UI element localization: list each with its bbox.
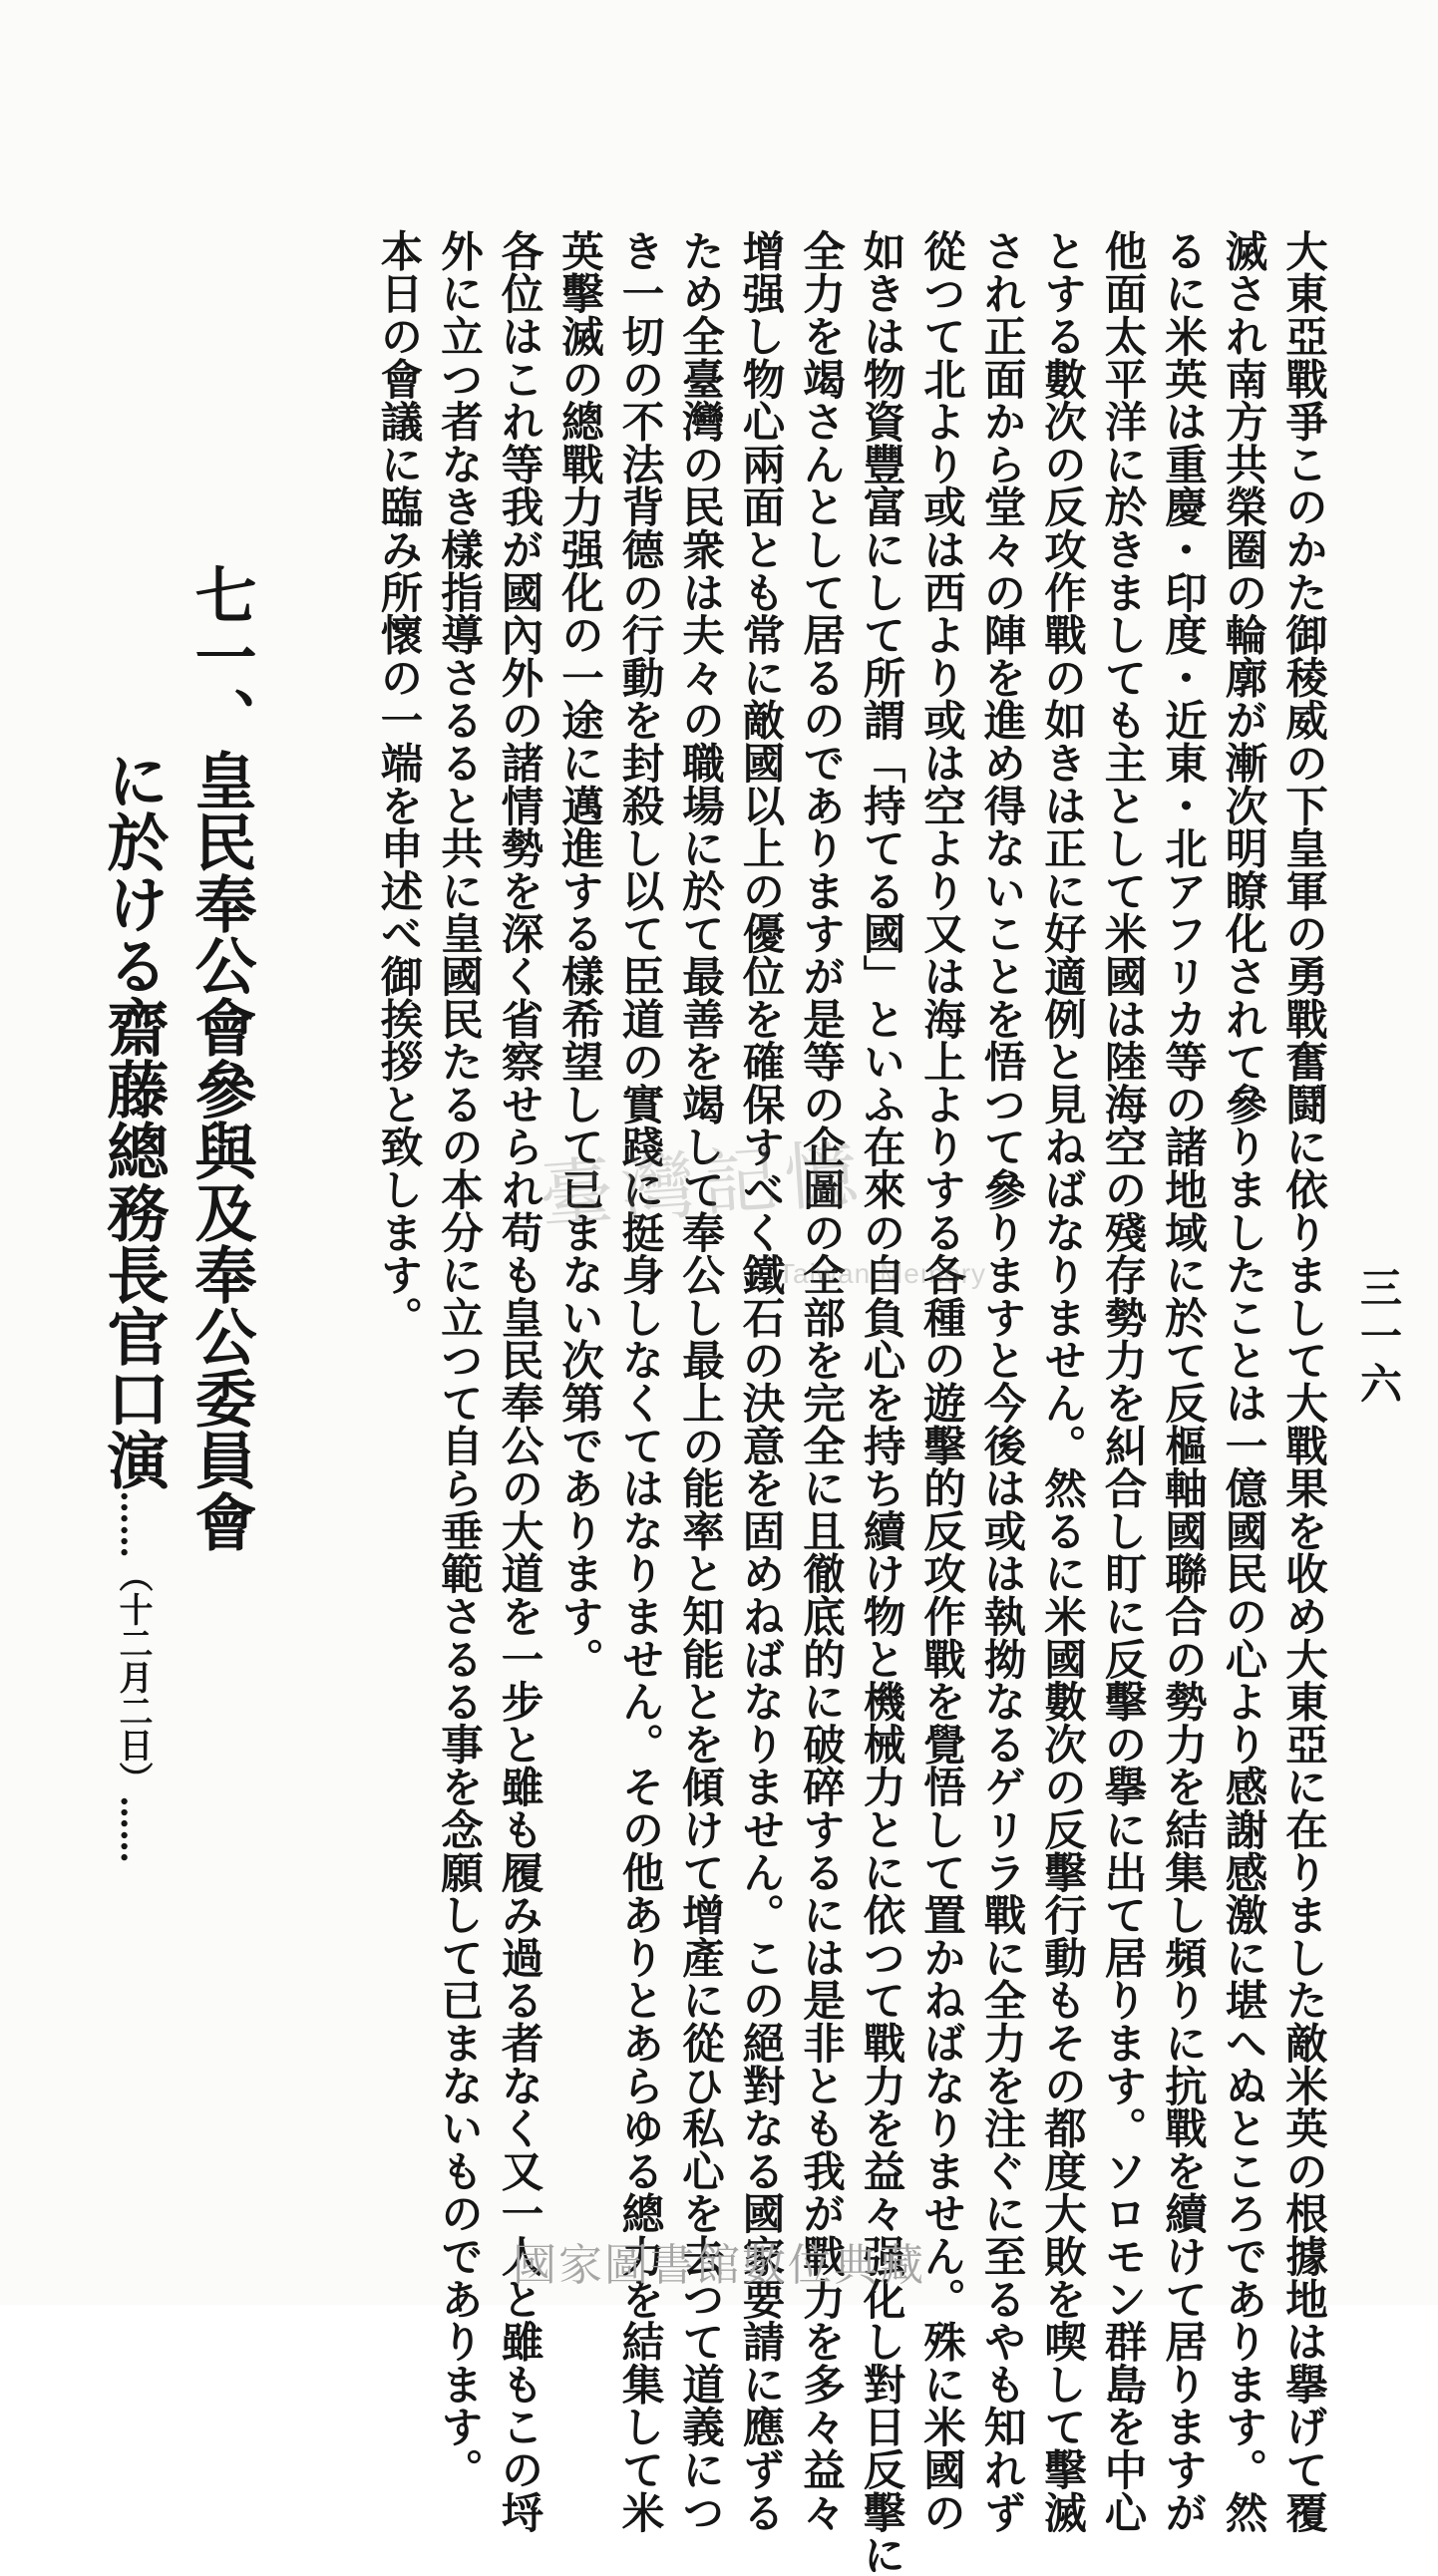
watermark-logo: 臺灣記憶 [537, 1130, 870, 1239]
speech-date: （十二月二日） [113, 1558, 153, 1795]
section-title [45, 563, 264, 1863]
watermark-english: Taiwan Memory [778, 1258, 987, 1289]
paragraph-1: 大東亞戰爭このかた御稜威の下皇軍の勇戰奮鬪に依りまして大戰果を收め大東亞に在りました敵米英の根據地は擧げて覆 滅され南方共榮圈の輪廓が漸次明瞭化されて參りましたことは一億國民の心より感謝感激に堪へぬところであります。然 るに米英は重慶・印度・近東・北アフリカ等の諸地域に於て反樞軸國聯合の勢力を結集し頻りに抗戰を續けて居りますが 他面太平洋に於きましても主として米國は陸海空の殘存勢力を糾合し盯に反擊の擧に出て居ります。ソロモン群島を中心 とする數次の反攻作戰の如きは正に好適例と見ねばなりません。然るに米國數次の反擊行動もその都度大敗を喫して擊滅 され正面から堂々の陣を進め得ないことを悟つて參りますと今後は或は執拗なるゲリラ戰に全力を注ぐに至るやも知れず 從つて北より或は西より或は空より又は海上よりする各種の遊擊的反攻作戰を覺悟して置かねばなりません。殊に米國の 如きは物資豐富にして所謂「持てる國」といふ在來の自負心を持ち續け物と機械力とに依つて戰力を益々强化し對日反擊に 全力を竭さんとして居るのでありますが是等の企圖の全部を完全に且徹底的に破碎するには是非とも我が戰力を多々益々 增强し物心兩面とも常に敵國以上の優位を確保すべく鐵石の決意を固めねばなりません。この絕對なる國家要請に應ずる ため全臺灣の民衆は夫々の職場に於て最善を竭して奉公し最上の能率と知能とを傾けて增產に從ひ私心を去つて道義につ き一切の不法背德の行動を封殺し以て臣道の實踐に挺身しなくてはなりません。その他ありとあらゆる總力を結集して米 英擊滅の總戰力强化の一途に邁進する樣希望して已まない次第であります。 [554, 229, 1328, 2576]
page-number: 三一六 [1354, 1266, 1403, 1410]
paragraph-3: 本日の會議に臨み所懷の一端を申述べ御挨拶と致します。 [373, 229, 424, 1339]
section-title-text: に於ける齋藤總務長官口演 [97, 563, 170, 1490]
section-title-line-2 [89, 563, 177, 1863]
leader-dots: …… [113, 1490, 153, 1558]
section-title-line-1: 七一、皇民奉公會參與及奉公委員會 [184, 563, 257, 1552]
archive-footer: 國家圖書館數位典藏 [513, 2240, 925, 2291]
paragraph-2: 各位はこれ等我が國內外の諸情勢を深く省察せられ苟も皇民奉公の大道を一步と雖も履み過る者なく又一人と雖もこの埒 外に立つ者なき樣指導さるると共に皇國民たるの本分に立つて自ら垂範さるる事を念願して已まないものであります。 [434, 229, 544, 2534]
trailing-dots: …… [113, 1795, 153, 1863]
